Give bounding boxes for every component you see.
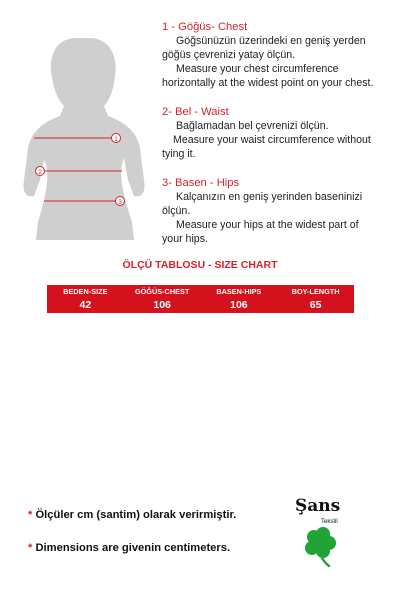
brand-logo <box>285 496 355 576</box>
note-turkish-text: Ölçüler cm (santim) olarak verirmiştir. <box>35 509 237 521</box>
chest-en-line-2: horizontally at the widest point on your chest. <box>162 77 374 89</box>
value-hips: 106 <box>230 299 248 311</box>
waist-en-line-2: tying it. <box>162 148 196 160</box>
note-star: * <box>28 542 33 554</box>
chest-en-line-1: Measure your chest circumference <box>176 63 339 75</box>
note-star: * <box>28 509 33 521</box>
logo-subtitle: Tekstil <box>321 519 338 525</box>
marker-3-label: 3 <box>118 199 122 206</box>
value-chest: 106 <box>153 299 171 311</box>
logo-brand-name: Şans <box>295 496 341 516</box>
header-length: BOY-LENGTH <box>291 287 340 296</box>
size-chart-title: ÖLÇÜ TABLOSU - SIZE CHART <box>122 259 278 271</box>
value-size: 42 <box>79 299 92 311</box>
header-size: BEDEN-SIZE <box>63 287 108 296</box>
marker-2-label: 2 <box>38 169 42 176</box>
body-silhouette <box>14 30 164 240</box>
hips-tr-line-2: ölçün. <box>162 205 191 217</box>
hips-heading: 3- Basen - Hips <box>162 177 240 189</box>
chest-heading: 1 - Göğüs- Chest <box>162 21 248 33</box>
waist-tr-line-1: Bağlamadan bel çevrenizi ölçün. <box>176 120 329 132</box>
marker-1-label: 1 <box>114 136 118 143</box>
table-row <box>47 298 354 312</box>
value-length: 65 <box>309 299 322 311</box>
note-turkish <box>28 509 236 521</box>
hips-en-line-1: Measure your hips at the widest part of <box>176 219 359 231</box>
waist-instructions <box>162 105 398 161</box>
chest-tr-line-2: göğüs çevrenizi yatay ölçün. <box>162 49 296 61</box>
size-chart-table <box>47 285 354 313</box>
hips-instructions <box>162 176 398 246</box>
chest-instructions <box>162 20 398 90</box>
clover-icon <box>301 526 341 568</box>
hips-tr-line-1: Kalçanızın en geniş yerinden baseninizi <box>176 191 363 203</box>
header-chest: GÖĞÜS-CHEST <box>134 287 190 296</box>
header-hips: BASEN-HIPS <box>216 287 262 296</box>
hips-en-line-2: your hips. <box>162 233 208 245</box>
chest-tr-line-1: Göğsünüzün üzerindeki en geniş yerden <box>176 35 366 47</box>
table-header-row <box>47 285 354 298</box>
note-english-text: Dimensions are givenin centimeters. <box>35 542 231 554</box>
silhouette-head <box>23 38 144 240</box>
waist-heading: 2- Bel - Waist <box>162 106 229 118</box>
waist-en-line-1: Measure your waist circumference without <box>173 134 371 146</box>
note-english <box>28 542 230 554</box>
